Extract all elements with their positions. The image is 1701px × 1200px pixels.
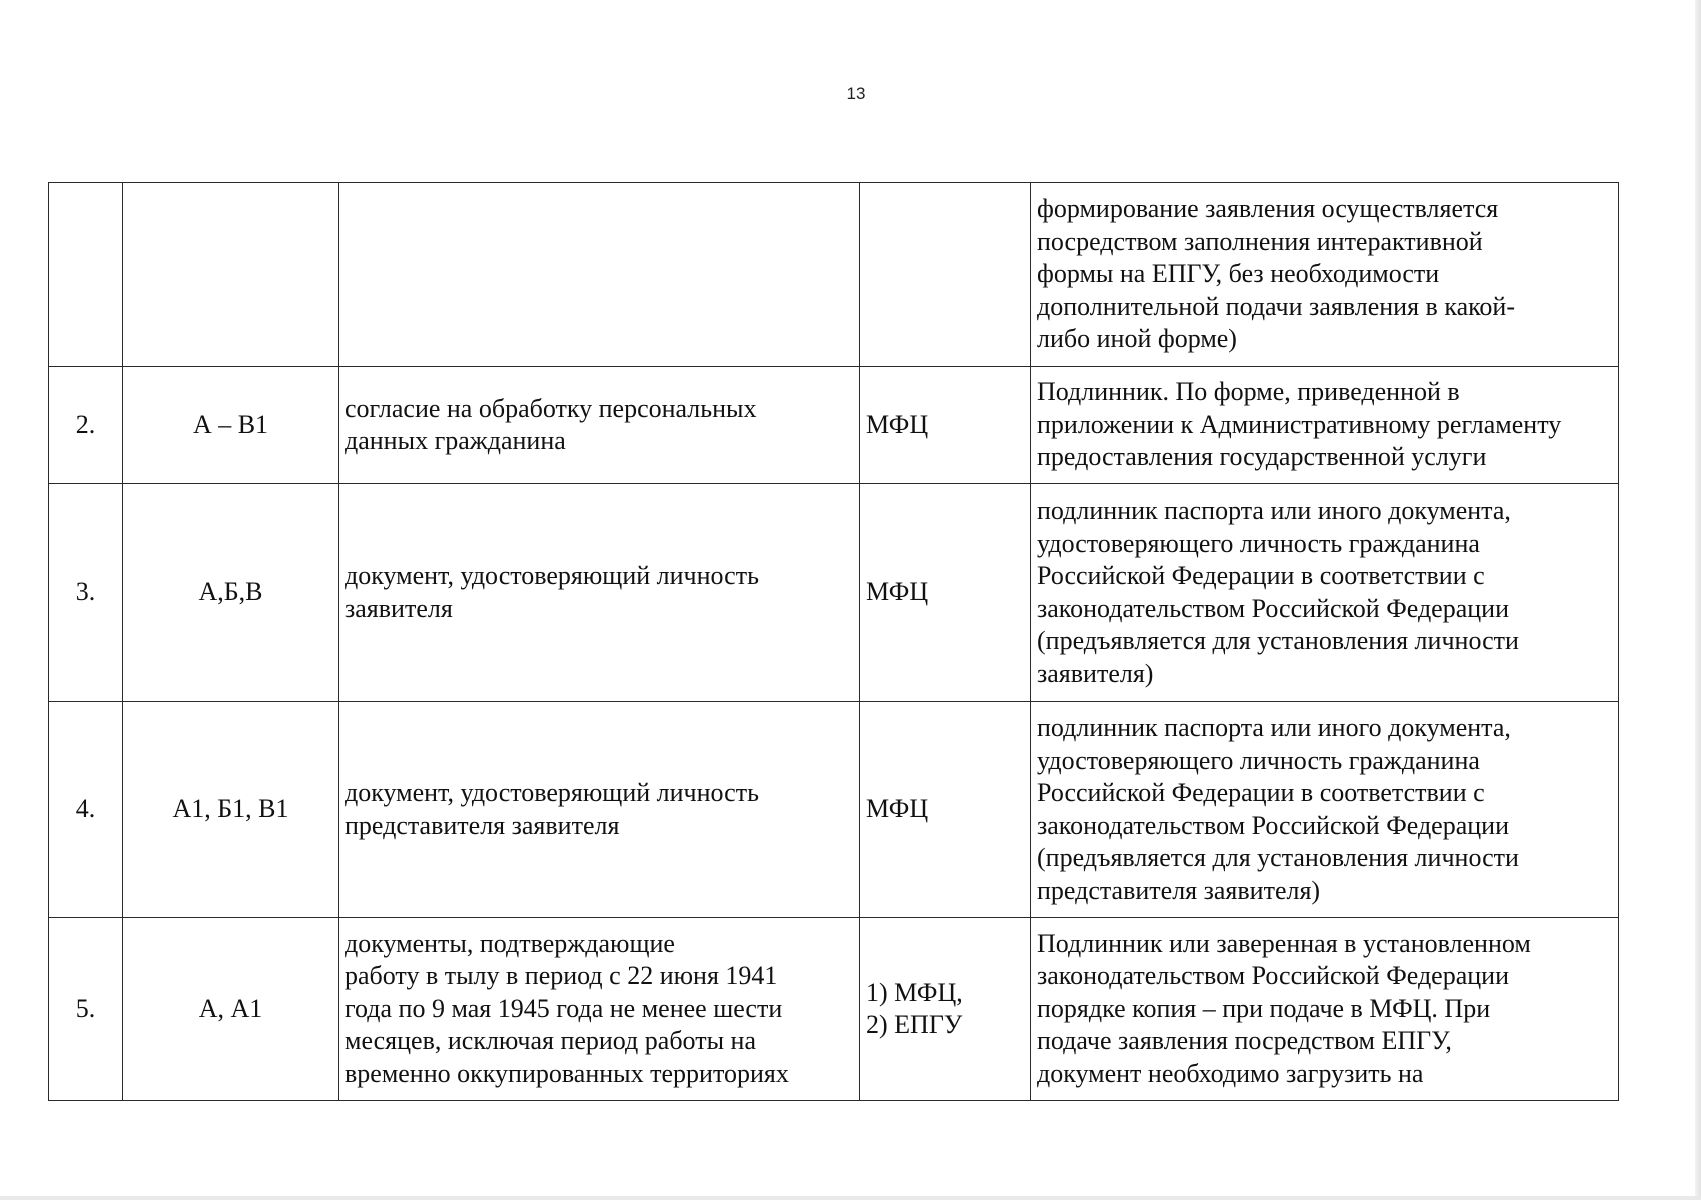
- requirements-line: Подлинник. По форме, приведенной в: [1037, 377, 1460, 407]
- applicant-category-cell: А,Б,В: [123, 484, 339, 702]
- requirements-line: порядке копия – при подаче в МФЦ. При: [1037, 993, 1491, 1023]
- document-name-cell: [339, 918, 860, 1101]
- submission-place-cell: [860, 702, 1031, 918]
- document-name-line: документы, подтверждающие: [345, 928, 675, 958]
- requirements-line: либо иной форме): [1037, 324, 1237, 354]
- row-number-cell: [49, 183, 123, 367]
- document-name-line: документ, удостоверяющий личность: [345, 778, 759, 807]
- row-number-cell: 4.: [49, 702, 123, 918]
- document-name-line: данных гражданина: [345, 426, 566, 455]
- document-name-cell: [339, 367, 860, 484]
- document-name-cell: [339, 183, 860, 367]
- requirements-line: Подлинник или заверенная в установленном: [1037, 928, 1531, 958]
- requirements-line: документ необходимо загрузить на: [1037, 1058, 1424, 1088]
- requirements-line: законодательством Российской Федерации: [1037, 810, 1509, 840]
- applicant-category-cell: А – В1: [123, 367, 339, 484]
- requirements-line: удостоверяющего личность гражданина: [1037, 745, 1480, 775]
- document-name-line: работу в тылу в период с 22 июня 1941: [345, 961, 778, 991]
- document-name-line: согласие на обработку персональных: [345, 393, 757, 423]
- requirements-line: формирование заявления осуществляется: [1037, 194, 1499, 224]
- submission-place-line: 1) МФЦ,: [866, 977, 963, 1007]
- page-number: 13: [846, 84, 866, 103]
- requirements-line: Российской Федерации в соответствии с: [1037, 561, 1485, 590]
- applicant-category-cell: А1, Б1, В1: [123, 702, 339, 918]
- submission-place-line: МФЦ: [866, 409, 929, 439]
- requirements-cell: [1031, 183, 1619, 367]
- row-number-cell: 2.: [49, 367, 123, 484]
- document-name-line: временно оккупированных территориях: [345, 1058, 789, 1088]
- row-number-cell: 5.: [49, 918, 123, 1101]
- requirements-cell: [1031, 702, 1619, 918]
- applicant-category-cell: [123, 183, 339, 367]
- requirements-line: приложении к Административному регламенту: [1037, 409, 1562, 439]
- table-row: [49, 367, 1619, 484]
- applicant-category-cell: А, А1: [123, 918, 339, 1101]
- requirements-cell: [1031, 484, 1619, 702]
- document-name-line: представителя заявителя: [345, 810, 620, 840]
- submission-place-cell: [860, 918, 1031, 1101]
- scan-right-edge: [1695, 0, 1701, 1200]
- document-name-line: документ, удостоверяющий личность: [345, 561, 759, 590]
- requirements-line: законодательством Российской Федерации: [1037, 961, 1509, 991]
- table-row: [49, 702, 1619, 918]
- requirements-line: (предъявляется для установления личности: [1037, 843, 1519, 872]
- document-name-line: года по 9 мая 1945 года не менее шести: [345, 993, 783, 1023]
- document-name-line: месяцев, исключая период работы на: [345, 1026, 756, 1056]
- requirements-cell: [1031, 918, 1619, 1101]
- documents-table: [48, 182, 1619, 1101]
- submission-place-line: МФЦ: [866, 794, 929, 824]
- row-number-cell: 3.: [49, 484, 123, 702]
- submission-place-cell: [860, 183, 1031, 367]
- requirements-line: дополнительной подачи заявления в какой-: [1037, 291, 1515, 321]
- table-row: [49, 918, 1619, 1101]
- requirements-cell: [1031, 367, 1619, 484]
- requirements-line: Российской Федерации в соответствии с: [1037, 778, 1485, 807]
- scan-bottom-edge: [0, 1196, 1701, 1200]
- requirements-line: посредством заполнения интерактивной: [1037, 226, 1483, 256]
- requirements-line: подаче заявления посредством ЕПГУ,: [1037, 1026, 1452, 1056]
- document-name-cell: [339, 484, 860, 702]
- requirements-line: законодательством Российской Федерации: [1037, 593, 1509, 623]
- requirements-line: представителя заявителя): [1037, 875, 1321, 905]
- document-name-cell: [339, 702, 860, 918]
- submission-place-cell: [860, 367, 1031, 484]
- submission-place-line: МФЦ: [866, 577, 929, 607]
- requirements-line: удостоверяющего личность гражданина: [1037, 528, 1480, 558]
- document-name-line: заявителя: [345, 593, 453, 623]
- table-row: [49, 183, 1619, 367]
- requirements-line: предоставления государственной услуги: [1037, 442, 1487, 472]
- requirements-line: подлинник паспорта или иного документа,: [1037, 496, 1511, 525]
- submission-place-line: 2) ЕПГУ: [866, 1010, 963, 1039]
- requirements-line: формы на ЕПГУ, без необходимости: [1037, 259, 1440, 289]
- requirements-line: (предъявляется для установления личности: [1037, 626, 1519, 655]
- requirements-line: заявителя): [1037, 658, 1154, 688]
- table-row: [49, 484, 1619, 702]
- submission-place-cell: [860, 484, 1031, 702]
- requirements-line: подлинник паспорта или иного документа,: [1037, 713, 1511, 742]
